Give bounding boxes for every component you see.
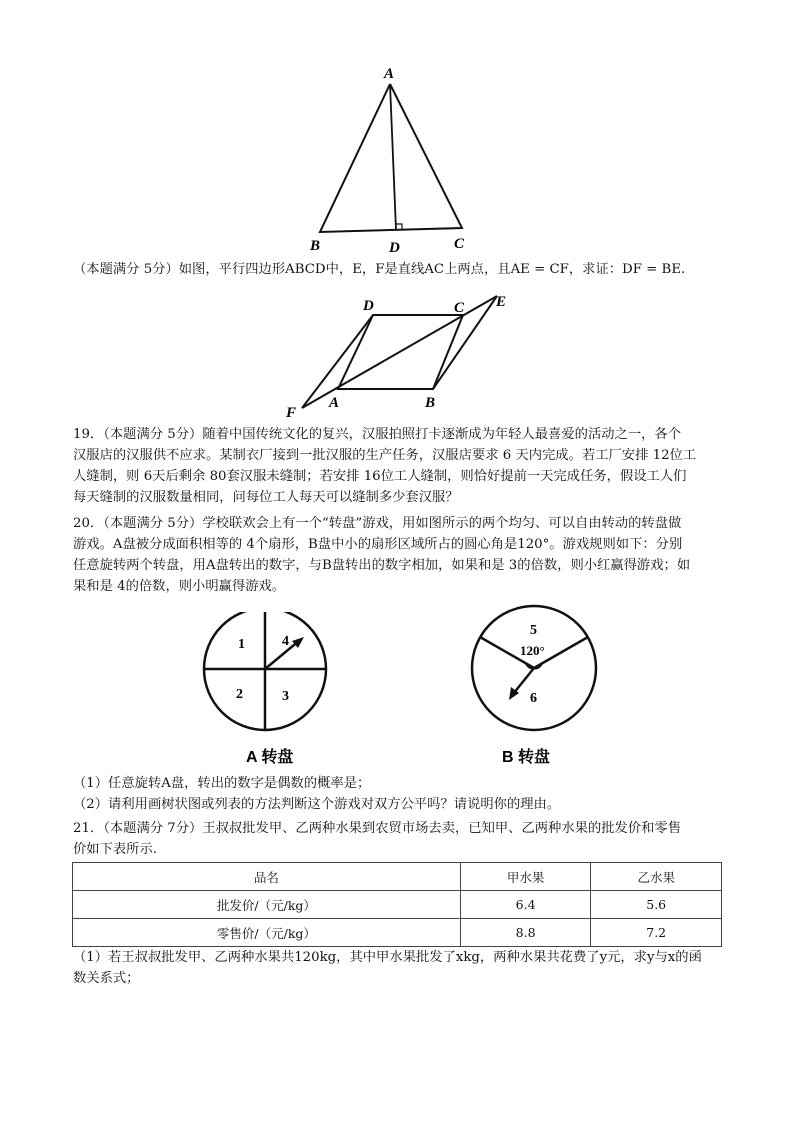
question-21-sub-1-line-1: （1）若王叔叔批发甲、乙两种水果共120kg，其中甲水果批发了xkg，两种水果共花费了y元，求y与x的函 [73,950,702,965]
question-21 [73,818,723,860]
question-19-line-4: 每天缝制的汉服数量相同，问每位工人每天可以缝制多少套汉服？ [73,490,459,505]
segment-be [433,296,497,389]
question-19-line-3: 人缝制，则 6天后剩余 80套汉服未缝制；若安排 16位工人缝制，则恰好提前一天完成任务，假设工人们 [73,469,687,484]
table-cell: 5.6 [591,891,722,919]
question-19-line-1: 19．（本题满分 5分）随着中国传统文化的复兴，汉服拍照打卡逐渐成为年轻人最喜爱的活动之一，各个 [73,427,682,442]
line-ac-extended [302,296,497,408]
question-20-sub-2: （2）请利用画树状图或列表的方法判断这个游戏对双方公平吗？请说明你的理由。 [73,797,561,812]
question-20-sub-1-text: （1）任意旋转A盘，转出的数字是偶数的概率是 [73,776,357,791]
spinner-b-caption: B 转盘 [502,749,551,766]
sector-label: 3 [282,689,289,704]
label-c: C [454,236,465,252]
label-b: B [425,395,436,411]
spinner-a [198,612,338,772]
label-d: D [389,240,400,256]
price-table [72,862,722,947]
question-20-subs [73,773,723,815]
table-cell: 批发价/（元/kg） [73,891,461,919]
question-18 [73,259,723,280]
table-row [73,891,722,919]
question-20-sub-1-end: ； [357,776,371,791]
sector-label: 6 [530,691,537,706]
table-header-cell: 甲水果 [460,863,591,891]
question-20 [73,513,723,597]
angle-label: 120° [520,643,545,658]
table-header-cell: 乙水果 [591,863,722,891]
question-21-sub-1-line-2: 数关系式； [73,971,140,986]
label-e: E [496,294,507,310]
sector-label: 2 [236,687,243,702]
table-cell: 7.2 [591,919,722,947]
parallelogram-figure [280,288,530,424]
label-a: A [329,395,340,411]
spinner-a-caption: A 转盘 [246,749,294,766]
label-b: B [310,238,321,254]
question-19 [73,424,723,508]
spinner-b [468,604,608,772]
sector-label: 5 [530,623,537,638]
label-a: A [384,66,395,82]
question-21-line-2: 价如下表所示. [73,842,158,857]
sector-label: 1 [238,637,245,652]
question-21-line-1: 21．（本题满分 7分）王叔叔批发甲、乙两种水果到农贸市场去卖，已知甲、乙两种水果的批发价和零售 [73,821,682,836]
question-21-sub-1 [73,947,723,989]
question-20-line-2: 游戏。A盘被分成面积相等的 4个扇形，B盘中小的扇形区域所占的圆心角是120°。游戏规则如下：分别 [73,537,683,552]
label-f: F [286,405,297,421]
table-cell: 零售价/（元/kg） [73,919,461,947]
table-header-row [73,863,722,891]
label-c: C [454,300,465,316]
sector-label: 4 [282,634,289,649]
altitude-ad [390,84,396,230]
question-18-text: （本题满分 5分）如图，平行四边形ABCD中，E，F是直线AC上两点，且AE = CF，求证：DF = BE. [73,262,686,277]
question-20-sub-1 [73,773,723,794]
table-cell: 8.8 [460,919,591,947]
question-19-line-2: 汉服店的汉服供不应求。某制衣厂接到一批汉服的生产任务，汉服店要求 6 天内完成。若工厂安排 12位工 [73,448,697,463]
question-20-line-1: 20．（本题满分 5分）学校联欢会上有一个“转盘”游戏，用如图所示的两个均匀、可以自由转动的转盘做 [73,516,682,531]
question-20-line-3: 任意旋转两个转盘，用A盘转出的数字，与B盘转出的数字相加，如果和是 3的倍数，则小红赢得游戏；如 [73,558,691,573]
question-20-line-4: 果和是 4的倍数，则小明赢得游戏。 [73,579,286,594]
triangle-figure [300,62,490,258]
table-row [73,919,722,947]
label-d: D [363,298,374,314]
table-cell: 6.4 [460,891,591,919]
table-header-cell: 品名 [73,863,461,891]
